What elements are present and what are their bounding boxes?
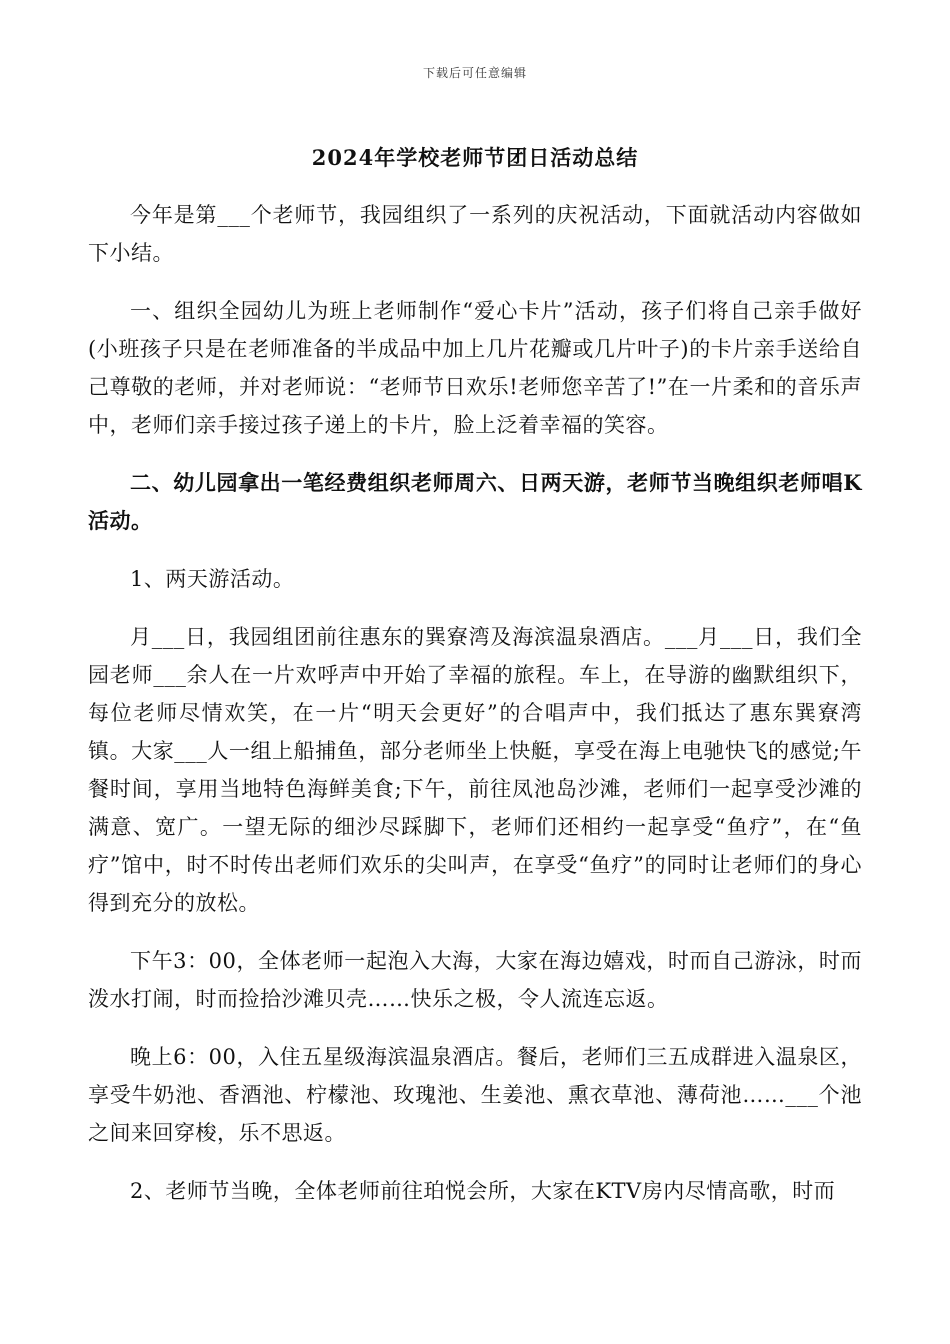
section-two-heading: 二、幼儿园拿出一笔经费组织老师周六、日两天游，老师节当晚组织老师唱K活动。 <box>88 470 862 533</box>
subsection-trip-heading: 1、两天游活动。 <box>130 567 295 591</box>
trip-day-paragraph: 月___日，我园组团前往惠东的巽寮湾及海滨温泉酒店。___月___日，我们全园老师___余人在一片欢呼声中开始了幸福的旅程。车上，在导游的幽默组织下，每位老师尽情欢笑，在一片“明天会更好”的合唱声中，我们抵达了惠东巽寮湾镇。大家___人一组上船捕鱼，部分老师坐上快艇，享受在海上电驰快飞的感觉;午餐时间，享用当地特色海鲜美食;下午，前往凤池岛沙滩，老师们一起享受沙滩的满意、宽广。一望无际的细沙尽踩脚下，老师们还相约一起享受“鱼疗”，在“鱼疗”馆中，时不时传出老师们欢乐的尖叫声，在享受“鱼疗”的同时让老师们的身心得到充分的放松。 <box>88 625 862 915</box>
document-title: 2024年学校老师节团日活动总结 <box>311 145 639 170</box>
header-note: 下载后可任意编辑 <box>422 66 527 80</box>
evening-paragraph: 晚上6：00，入住五星级海滨温泉酒店。餐后，老师们三五成群进入温泉区，享受牛奶池、香酒池、柠檬池、玫瑰池、生姜池、熏衣草池、薄荷池……___个池之间来回穿梭，乐不思返。 <box>88 1045 862 1145</box>
ktv-paragraph: 2、老师节当晚，全体老师前往珀悦会所，大家在KTV房内尽情高歌，时而 <box>130 1179 836 1203</box>
intro-paragraph: 今年是第___个老师节，我园组织了一系列的庆祝活动，下面就活动内容做如下小结。 <box>88 203 862 265</box>
document-body <box>88 196 862 1230</box>
section-one-paragraph: 一、组织全园幼儿为班上老师制作“爱心卡片”活动，孩子们将自己亲手做好(小班孩子只是在老师准备的半成品中加上几片花瓣或几片叶子)的卡片亲手送给自己尊敬的老师，并对老师说：“老师节日欢乐!老师您辛苦了!”在一片柔和的音乐声中，老师们亲手接过孩子递上的卡片，脸上泛着幸福的笑容。 <box>88 299 862 437</box>
afternoon-paragraph: 下午3：00，全体老师一起泡入大海，大家在海边嬉戏，时而自己游泳，时而泼水打闹，时而捡拾沙滩贝壳……快乐之极，令人流连忘返。 <box>88 949 862 1011</box>
